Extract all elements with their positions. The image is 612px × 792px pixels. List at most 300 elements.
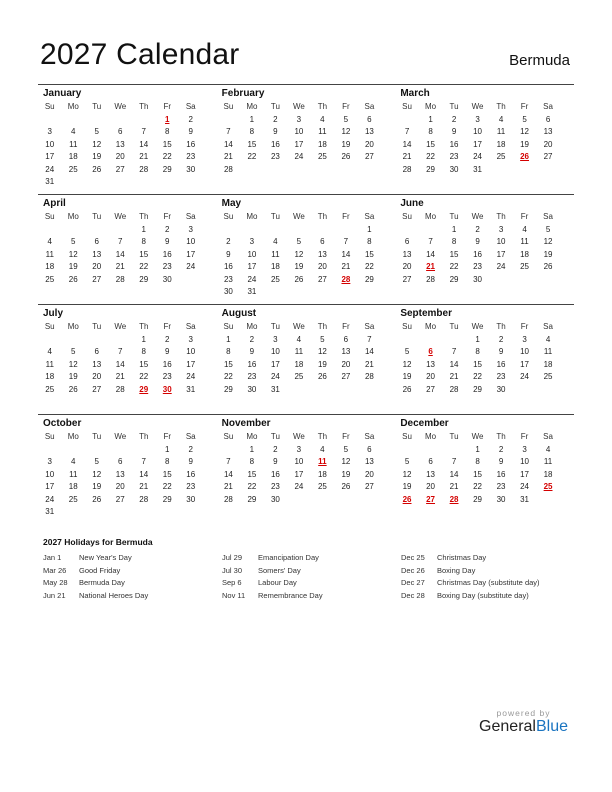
holiday-item: [401, 577, 581, 590]
day-cell: 2: [188, 114, 193, 124]
holiday-date: Dec 26: [401, 565, 425, 575]
week-row: [395, 224, 574, 237]
day-cell: 11: [520, 237, 529, 246]
day-cell: 16: [496, 469, 506, 479]
day-cell: 12: [317, 347, 327, 356]
calendar-grid: [38, 84, 574, 524]
weekday-label: Th: [496, 432, 506, 441]
day-cell: 21: [402, 152, 412, 161]
day-cell: 4: [320, 444, 325, 454]
weekday-label: Th: [139, 102, 149, 111]
day-cell: 3: [273, 334, 278, 344]
week-row: [217, 224, 396, 237]
day-cell: 20: [115, 482, 125, 491]
day-cell: 8: [249, 127, 255, 136]
day-cell: 19: [341, 139, 351, 149]
day-cell: 6: [367, 114, 372, 124]
day-cell: 25: [317, 482, 327, 491]
holiday-item: [43, 552, 223, 565]
day-cell: 7: [118, 347, 123, 356]
weekday-label: Fr: [342, 102, 350, 111]
day-cell: 28: [449, 384, 459, 394]
day-cell: 7: [141, 127, 146, 136]
day-cell: 18: [496, 139, 506, 149]
calendar-title: 2027 Calendar: [40, 38, 240, 71]
day-cell: [264, 286, 288, 299]
day-cell: 9: [188, 127, 193, 136]
weekday-label: Tu: [449, 432, 459, 441]
week-row: [217, 334, 396, 347]
holiday-item: [401, 565, 581, 578]
holiday-date: Jul 30: [222, 565, 243, 575]
day-cell: [287, 286, 311, 299]
day-cell: 11: [45, 249, 54, 259]
weekday-label: Sa: [543, 102, 553, 111]
weekday-label: Fr: [342, 432, 350, 441]
holiday-item: [222, 565, 402, 578]
day-cell: [513, 384, 537, 397]
day-cell: 11: [543, 347, 553, 356]
day-cell: [395, 444, 419, 457]
day-cell: 25: [68, 164, 78, 174]
month-block: [395, 84, 574, 194]
weekday-label: Mo: [246, 212, 258, 221]
day-cell: [311, 494, 335, 507]
day-cell: 24: [45, 494, 55, 504]
week-row: [217, 346, 396, 359]
weekday-label: Tu: [92, 322, 102, 331]
day-cell: 12: [520, 127, 530, 136]
month-row: [38, 304, 574, 414]
day-cell: 5: [343, 114, 349, 124]
holiday-day-cell: 21: [426, 262, 436, 271]
week-row: [395, 261, 574, 274]
day-cell: 29: [473, 384, 483, 394]
day-cell: 13: [543, 127, 553, 136]
day-cell: 23: [270, 152, 280, 161]
day-cell: 2: [498, 444, 504, 454]
day-cell: 15: [449, 249, 459, 259]
weekday-label: Fr: [342, 322, 350, 331]
day-cell: 10: [496, 237, 506, 246]
week-row: [38, 359, 217, 372]
day-cell: 4: [498, 114, 504, 124]
day-cell: 16: [496, 359, 506, 369]
day-cell: 7: [367, 334, 372, 344]
holiday-day-cell: 26: [520, 152, 530, 161]
week-row: [395, 126, 574, 139]
weekday-header: [38, 321, 217, 334]
day-cell: 25: [294, 372, 304, 381]
day-cell: 6: [428, 457, 433, 466]
day-cell: 22: [449, 262, 459, 271]
month-block: [395, 304, 574, 414]
week-row: [217, 249, 396, 262]
day-cell: [419, 444, 443, 457]
holiday-day-cell: 28: [341, 274, 351, 284]
day-cell: 13: [317, 249, 327, 259]
month-block: [38, 414, 217, 524]
day-cell: 8: [165, 457, 170, 466]
day-cell: 7: [141, 457, 146, 466]
generalblue-logo: [479, 718, 568, 736]
day-cell: [311, 384, 335, 397]
weekday-header: [217, 211, 396, 224]
weekday-label: Su: [44, 102, 55, 111]
day-cell: 21: [449, 372, 459, 381]
weekday-label: Sa: [185, 102, 196, 111]
day-cell: 3: [498, 224, 504, 234]
day-cell: 23: [473, 262, 483, 271]
day-cell: 3: [522, 444, 527, 454]
week-row: [395, 164, 574, 177]
day-cell: 3: [296, 114, 302, 124]
day-cell: 12: [92, 469, 102, 479]
weekday-label: We: [471, 102, 484, 111]
day-cell: [109, 506, 133, 519]
day-cell: [38, 114, 62, 127]
day-cell: 4: [320, 114, 325, 124]
holiday-item: [222, 577, 402, 590]
day-cell: 15: [473, 359, 483, 369]
day-cell: 26: [294, 274, 304, 284]
day-cell: 2: [249, 334, 255, 344]
day-cell: 5: [545, 224, 551, 234]
day-cell: [109, 224, 133, 237]
week-row: [217, 236, 396, 249]
holiday-name: Boxing Day (substitute day): [437, 590, 529, 600]
day-cell: 24: [496, 262, 506, 271]
holiday-name: Bermuda Day: [79, 578, 125, 587]
day-cell: [156, 176, 180, 189]
day-cell: 11: [294, 347, 304, 356]
day-cell: 19: [341, 469, 351, 479]
weekday-label: We: [471, 212, 484, 221]
day-cell: [240, 164, 264, 177]
weekday-header: [217, 431, 396, 444]
week-row: [217, 164, 396, 177]
day-cell: 11: [69, 139, 78, 149]
logo-blue-text: Blue: [535, 718, 568, 735]
month-name: April: [43, 198, 66, 209]
holiday-item: [43, 590, 223, 603]
weekday-label: Su: [402, 432, 412, 441]
day-cell: 3: [296, 444, 302, 454]
day-cell: 10: [45, 469, 55, 479]
day-cell: 21: [223, 482, 233, 491]
month-name: July: [43, 308, 64, 319]
day-cell: [62, 176, 86, 189]
day-cell: 18: [543, 359, 553, 369]
day-cell: 22: [162, 152, 172, 161]
day-cell: 23: [496, 372, 506, 381]
day-cell: 6: [320, 237, 325, 246]
weekday-label: Mo: [67, 432, 79, 441]
day-cell: 6: [118, 127, 123, 136]
day-cell: 7: [226, 457, 231, 466]
weekday-label: Sa: [185, 212, 196, 221]
month-name: January: [43, 88, 82, 99]
country-label: Bermuda: [509, 52, 570, 69]
day-cell: [217, 114, 241, 127]
day-cell: 8: [475, 457, 480, 466]
day-cell: 17: [496, 249, 506, 259]
day-cell: [395, 224, 419, 237]
weekday-label: We: [114, 212, 127, 221]
powered-by-label: powered by: [496, 708, 551, 718]
day-cell: 24: [270, 372, 280, 381]
week-row: [217, 286, 396, 299]
day-cell: 6: [367, 444, 372, 454]
day-cell: 16: [473, 249, 483, 259]
week-row: [395, 359, 574, 372]
week-row: [38, 469, 217, 482]
month-row: [38, 194, 574, 304]
week-row: [38, 334, 217, 347]
holiday-column: [43, 552, 223, 602]
day-cell: 20: [115, 152, 125, 161]
holiday-name: Christmas Day: [437, 553, 487, 562]
week-row: [395, 139, 574, 152]
day-cell: 29: [364, 274, 374, 284]
month-block: [217, 194, 396, 304]
day-cell: 16: [223, 262, 233, 271]
day-cell: 8: [141, 237, 146, 246]
day-cell: 28: [139, 164, 149, 174]
holiday-name: Good Friday: [79, 565, 121, 575]
day-cell: 12: [402, 469, 412, 479]
day-cell: 19: [317, 359, 327, 369]
day-cell: 9: [226, 249, 231, 259]
day-cell: 28: [426, 274, 436, 284]
day-cell: 17: [270, 359, 280, 369]
holiday-day-cell: 26: [402, 494, 412, 504]
day-cell: [38, 224, 62, 237]
day-cell: 2: [451, 114, 457, 124]
day-cell: 27: [317, 274, 327, 284]
day-cell: 17: [45, 482, 55, 491]
day-cell: 14: [364, 347, 374, 356]
weekday-label: Mo: [425, 102, 437, 111]
weekday-label: Mo: [67, 102, 79, 111]
holiday-name: New Year's Day: [79, 553, 132, 562]
day-cell: 8: [475, 347, 480, 356]
weekday-label: Su: [44, 212, 55, 221]
day-cell: 28: [115, 384, 125, 394]
week-row: [217, 456, 396, 469]
day-cell: 14: [139, 139, 149, 149]
day-cell: 18: [68, 152, 78, 161]
day-cell: 13: [364, 457, 374, 466]
day-cell: 22: [139, 372, 149, 381]
day-cell: 27: [341, 372, 351, 381]
day-cell: 15: [426, 139, 436, 149]
day-cell: 26: [317, 372, 327, 381]
day-cell: 4: [47, 237, 52, 246]
month-block: [217, 414, 396, 524]
weekday-label: Tu: [270, 212, 280, 221]
day-cell: 29: [139, 274, 149, 284]
day-cell: 20: [364, 139, 374, 149]
weekday-label: We: [292, 102, 305, 111]
day-cell: 9: [273, 127, 278, 136]
holiday-day-cell: 6: [428, 347, 433, 356]
day-cell: 1: [249, 444, 255, 454]
day-cell: 24: [247, 274, 257, 284]
day-cell: [536, 384, 560, 397]
day-cell: [85, 114, 109, 127]
day-cell: 20: [92, 372, 102, 381]
day-cell: [109, 444, 133, 457]
holiday-item: [43, 565, 223, 578]
day-cell: 16: [162, 249, 172, 259]
day-cell: 23: [247, 372, 257, 381]
week-row: [217, 126, 396, 139]
day-cell: 15: [162, 469, 172, 479]
day-cell: [179, 176, 203, 189]
day-cell: [536, 494, 560, 507]
week-row: [38, 236, 217, 249]
day-cell: 7: [428, 237, 433, 246]
day-cell: 9: [451, 127, 457, 136]
month-name: May: [221, 198, 242, 209]
weekday-label: Sa: [364, 432, 375, 441]
day-cell: 25: [270, 274, 280, 284]
day-cell: 13: [115, 139, 125, 149]
day-cell: 19: [294, 262, 304, 271]
day-cell: 9: [165, 237, 170, 246]
holiday-day-cell: 11: [318, 457, 327, 466]
day-cell: 1: [249, 114, 255, 124]
day-cell: 23: [270, 482, 280, 491]
day-cell: 11: [318, 127, 327, 136]
day-cell: [358, 384, 382, 397]
day-cell: 14: [449, 469, 459, 479]
day-cell: [536, 164, 560, 177]
weekday-label: Tu: [270, 322, 280, 331]
holiday-date: Dec 28: [401, 590, 425, 600]
day-cell: 1: [226, 334, 231, 344]
month-name: December: [400, 418, 449, 429]
day-cell: 19: [92, 152, 102, 161]
day-cell: 18: [45, 262, 55, 271]
day-cell: [156, 506, 180, 519]
day-cell: 31: [247, 287, 257, 296]
holiday-column: [401, 552, 581, 602]
holiday-name: Boxing Day: [437, 565, 476, 575]
holiday-date: Jan 1: [43, 553, 62, 562]
weekday-label: Fr: [520, 432, 529, 441]
week-row: [395, 274, 574, 287]
day-cell: 27: [115, 164, 125, 174]
month-row: [38, 414, 574, 524]
week-row: [38, 224, 217, 237]
day-cell: [489, 164, 513, 177]
day-cell: 17: [186, 359, 196, 369]
day-cell: 17: [186, 249, 196, 259]
day-cell: 7: [118, 237, 123, 246]
day-cell: 28: [402, 164, 412, 174]
day-cell: 24: [45, 164, 55, 174]
day-cell: 3: [522, 334, 527, 344]
holiday-date: Nov 11: [222, 590, 246, 600]
weekday-label: Mo: [246, 432, 258, 441]
weekday-label: Th: [317, 102, 328, 111]
holiday-date: Sep 6: [222, 578, 242, 587]
weekday-label: We: [292, 322, 305, 331]
week-row: [395, 456, 574, 469]
weekday-label: Tu: [92, 102, 102, 111]
day-cell: 12: [68, 249, 78, 259]
day-cell: 5: [343, 444, 349, 454]
day-cell: 22: [139, 262, 149, 271]
day-cell: 13: [402, 249, 412, 259]
week-row: [395, 371, 574, 384]
weekday-header: [395, 211, 574, 224]
day-cell: 29: [247, 494, 257, 504]
holiday-day-cell: 29: [139, 384, 149, 394]
weekday-label: Su: [44, 322, 55, 331]
day-cell: 17: [45, 152, 55, 161]
holiday-day-cell: 30: [162, 384, 172, 394]
weekday-label: We: [114, 322, 127, 331]
day-cell: 3: [188, 224, 193, 234]
day-cell: 26: [341, 482, 351, 491]
day-cell: 15: [139, 359, 149, 369]
day-cell: 13: [364, 127, 374, 136]
day-cell: 2: [498, 334, 504, 344]
day-cell: 19: [68, 262, 78, 271]
day-cell: [240, 224, 264, 237]
day-cell: 13: [92, 359, 102, 369]
day-cell: 27: [543, 152, 553, 161]
week-row: [38, 126, 217, 139]
day-cell: 7: [404, 127, 410, 136]
day-cell: 1: [475, 444, 480, 454]
holiday-name: National Heroes Day: [79, 590, 149, 600]
day-cell: 15: [223, 359, 233, 369]
weekday-label: Sa: [543, 212, 553, 221]
week-row: [217, 494, 396, 507]
day-cell: 12: [92, 139, 102, 149]
weekday-label: Fr: [520, 212, 529, 221]
day-cell: 2: [226, 237, 231, 246]
day-cell: 4: [47, 347, 52, 356]
day-cell: [179, 274, 203, 287]
day-cell: 5: [94, 457, 99, 466]
day-cell: [132, 506, 156, 519]
day-cell: [311, 286, 335, 299]
day-cell: 20: [426, 372, 436, 381]
weekday-label: Th: [496, 102, 506, 111]
week-row: [217, 469, 396, 482]
day-cell: [536, 274, 560, 287]
day-cell: 8: [141, 347, 146, 356]
day-cell: [513, 274, 537, 287]
weekday-label: Tu: [270, 102, 280, 111]
day-cell: 29: [162, 164, 172, 174]
day-cell: 27: [364, 482, 374, 491]
day-cell: 21: [139, 152, 149, 161]
day-cell: [264, 224, 288, 237]
day-cell: 9: [273, 457, 278, 466]
day-cell: 25: [45, 274, 55, 284]
day-cell: 25: [45, 384, 55, 394]
holiday-name: Emancipation Day: [258, 553, 319, 562]
day-cell: 9: [249, 347, 255, 356]
day-cell: 10: [294, 127, 304, 136]
weekday-label: We: [471, 432, 484, 441]
